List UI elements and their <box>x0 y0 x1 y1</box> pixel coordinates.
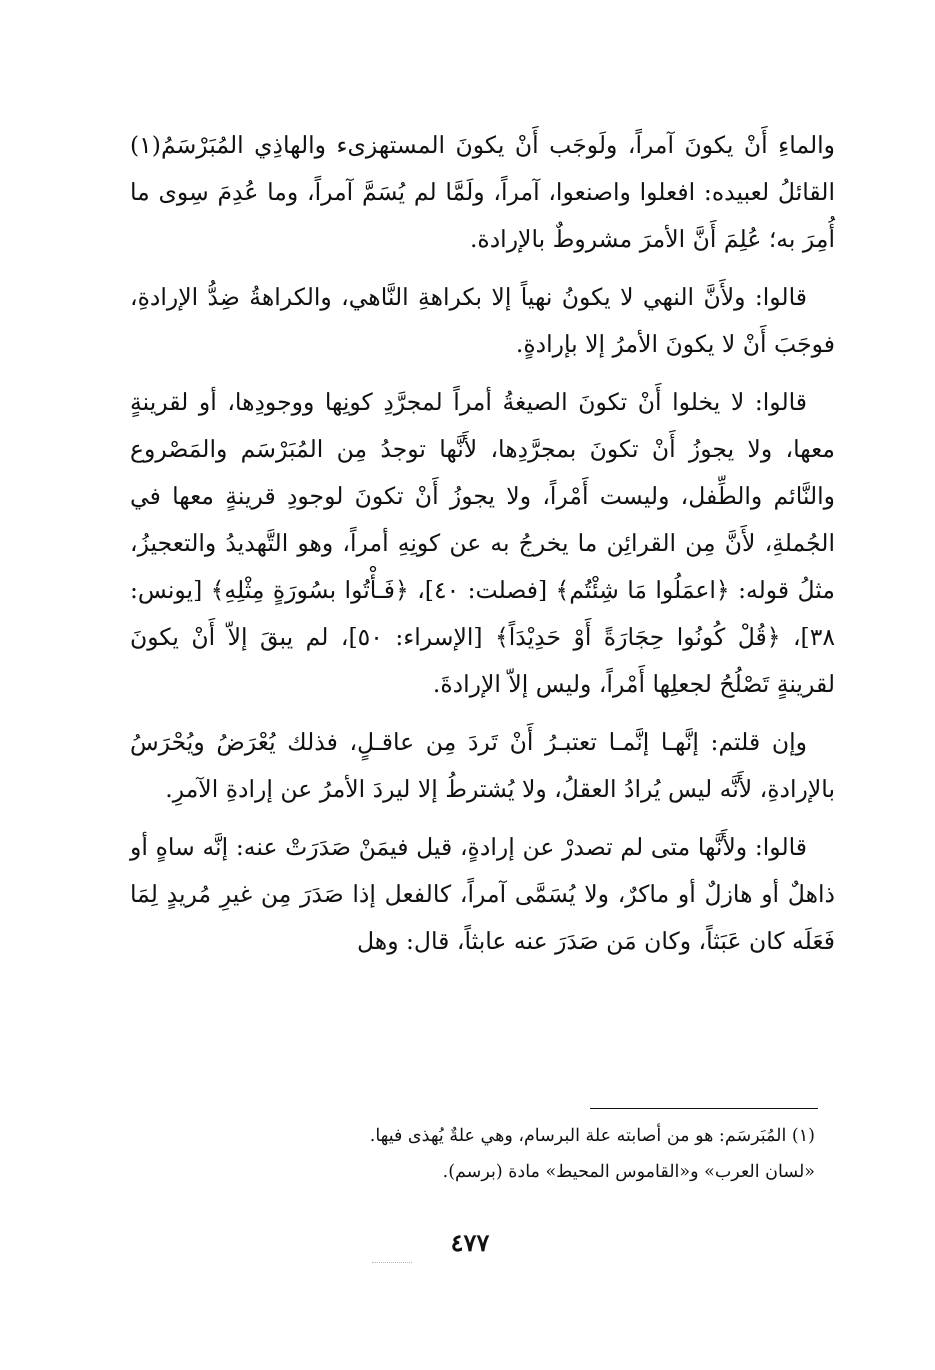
footnotes <box>200 1118 815 1190</box>
paragraph-4: وإن قلتم: إنَّهـا إنَّمـا تعتبـرُ أَنْ تَردَ مِن عاقـلٍ، فذلك يُعْرَضُ ويُحْرَسُ بالإرادةِ، لأَنَّه ليس يُرادُ العقلُ، ولا يُشترطُ إلا ليردَ الأمرُ عن إرادةِ الآمرِ. <box>130 728 835 803</box>
main-text <box>130 122 835 976</box>
footnote-1: (١) المُبَرسَم: هو من أصابته علة البرسام، وهي علةٌ يُهذى فيها. <box>369 1126 815 1146</box>
paragraph-3: قالوا: لا يخلوا أَنْ تكونَ الصيغةُ أمراً لمجرَّدِ كونِها ووجودِها، أو لقرينةٍ معها، ولا يجوزُ أَنْ تكونَ بمجرَّدِها، لأَنَّها توجدُ مِن المُبَرْسَم والمَصْروع والنَّائم والطِّفل، وليست أَمْراً، ولا يجوزُ أَنْ تكونَ لوجودِ قرينةٍ معها في الجُملةِ، لأَنَّ مِن القرائِن ما يخرجُ به عن كونِهِ أمراً، وهو التَّهديدُ والتعجيزُ، مثلُ قوله: ﴿اعمَلُوا مَا شِئْتُم﴾ [فصلت: ٤٠]، ﴿فَـأْتُوا بسُورَةٍ مِثْلِهِ﴾ [يونس: ٣٨]، ﴿قُلْ كُونُوا حِجَارَةً أَوْ حَدِيْدَاً﴾ [الإسراء: ٥٠]، لم يبقَ إلاّ أَنْ يكونَ لقرينةٍ تَصْلُحُ لجعلِها أَمْراً، وليس إلاّ الإرادةَ. <box>130 388 835 698</box>
footnote-divider <box>590 1108 818 1109</box>
paragraph-5: قالوا: ولأَنَّها متى لم تصدرْ عن إرادةٍ، قيل فيمَنْ صَدَرَتْ عنه: إنَّه ساهٍ أو ذاهلٌ أو هازلٌ أو ماكرٌ، ولا يُسَمَّى آمراً، كالفعل إذا صَدَرَ مِن غيرِ مُريدٍ لِمَا فَعَلَه كان عَبَثاً، وكان مَن صَدَرَ عنه عابثاً، قال: وهل <box>130 833 835 955</box>
footnote-1-source: «لسان العرب» و«القاموس المحيط» مادة (برسم). <box>442 1162 815 1182</box>
scan-smudge <box>372 1262 412 1263</box>
paragraph-1: والماءِ أَنْ يكونَ آمراً، ولَوجَب أَنْ يكونَ المستهزىء والهاذِي المُبَرْسَمُ(١) القائلُ لعبيده: افعلوا واصنعوا، آمراً، ولَمَّا لم يُسَمَّ آمراً، وما عُدِمَ سِوى ما أُمِرَ به؛ عُلِمَ أَنَّ الأمرَ مشروطٌ بالإرادة. <box>130 131 835 253</box>
paragraph-2: قالوا: ولأَنَّ النهي لا يكونُ نهياً إلا بكراهةِ النَّاهي، والكراهةُ ضِدُّ الإرادةِ، فوجَبَ أَنْ لا يكونَ الأمرُ إلا بإرادةٍ. <box>130 283 835 358</box>
page-number: ٤٧٧ <box>450 1228 490 1257</box>
